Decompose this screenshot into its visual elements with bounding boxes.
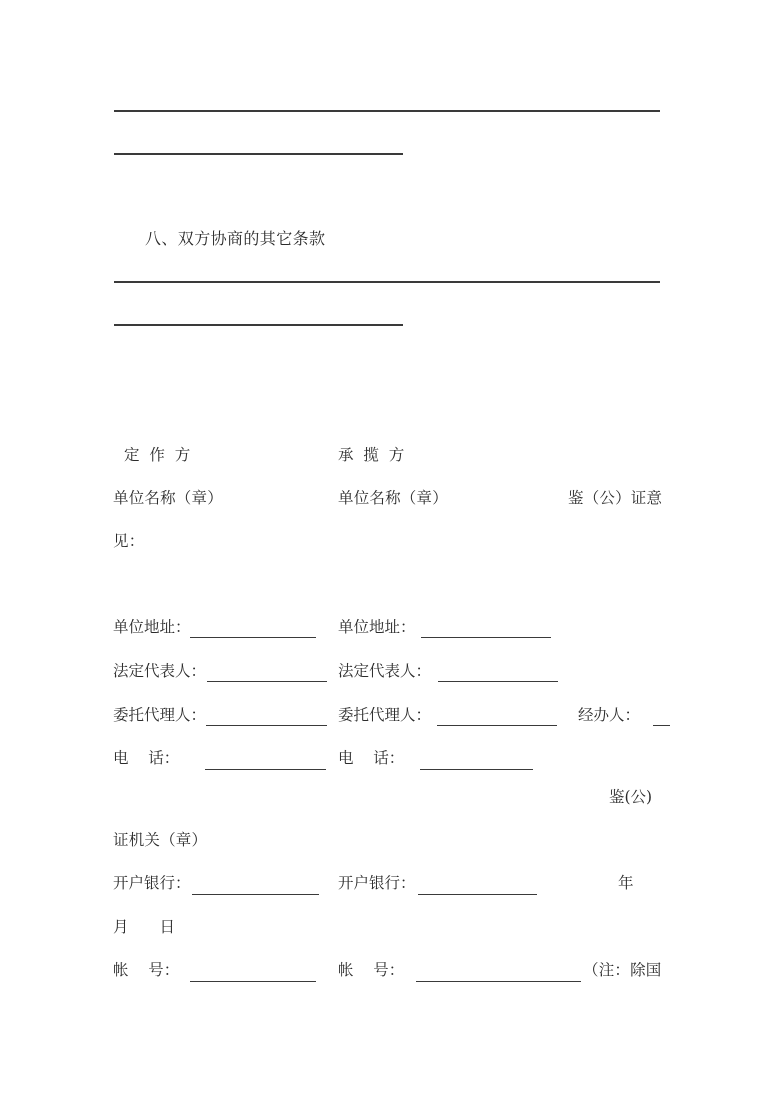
client-telephone-input[interactable] xyxy=(205,769,326,770)
contractor-telephone-label: 电 话： xyxy=(338,749,405,767)
client-company-name-label: 单位名称（章） xyxy=(113,489,223,507)
contractor-bank-input[interactable] xyxy=(418,894,537,895)
client-account-input[interactable] xyxy=(190,981,316,982)
section-heading-8: 八、双方协商的其它条款 xyxy=(145,229,326,248)
notary-opinion-continuation: 见： xyxy=(113,532,145,550)
blank-rule-top-long xyxy=(114,110,660,112)
contractor-account-label: 帐 号： xyxy=(338,961,405,979)
client-legal-representative-input[interactable] xyxy=(207,681,327,682)
contractor-legal-representative-input[interactable] xyxy=(438,681,558,682)
blank-rule-mid-short xyxy=(114,324,403,326)
party-title-contractor: 承 揽 方 xyxy=(338,446,405,464)
contractor-address-label: 单位地址： xyxy=(338,618,416,636)
date-month-day-label: 月 日 xyxy=(113,918,176,936)
footnote-text: （注：除国 xyxy=(583,961,662,979)
client-address-label: 单位地址： xyxy=(113,618,191,636)
contractor-bank-label: 开户银行： xyxy=(338,874,416,892)
contractor-legal-representative-label: 法定代表人： xyxy=(338,662,432,680)
party-title-client: 定 作 方 xyxy=(124,446,191,464)
client-account-label: 帐 号： xyxy=(113,961,180,979)
contractor-account-input[interactable] xyxy=(416,981,581,982)
notary-authority-label: 证机关（章） xyxy=(113,831,208,849)
client-address-input[interactable] xyxy=(190,637,316,638)
contractor-telephone-input[interactable] xyxy=(420,769,533,770)
handler-label: 经办人： xyxy=(578,706,641,724)
date-year-label: 年 xyxy=(618,874,634,892)
client-telephone-label: 电 话： xyxy=(113,749,180,767)
client-authorized-agent-label: 委托代理人： xyxy=(113,706,207,724)
contractor-authorized-agent-input[interactable] xyxy=(437,725,557,726)
client-legal-representative-label: 法定代表人： xyxy=(113,662,207,680)
notary-seal-label: 鉴(公) xyxy=(609,788,653,806)
contractor-company-name-label: 单位名称（章） xyxy=(338,489,448,507)
blank-rule-mid-long xyxy=(114,281,660,283)
notary-opinion-label: 鉴（公）证意 xyxy=(568,489,663,507)
client-bank-input[interactable] xyxy=(192,894,319,895)
contractor-address-input[interactable] xyxy=(421,637,551,638)
handler-input[interactable] xyxy=(653,725,670,726)
client-bank-label: 开户银行： xyxy=(113,874,191,892)
blank-rule-top-short xyxy=(114,153,403,155)
contractor-authorized-agent-label: 委托代理人： xyxy=(338,706,432,724)
client-authorized-agent-input[interactable] xyxy=(206,725,327,726)
